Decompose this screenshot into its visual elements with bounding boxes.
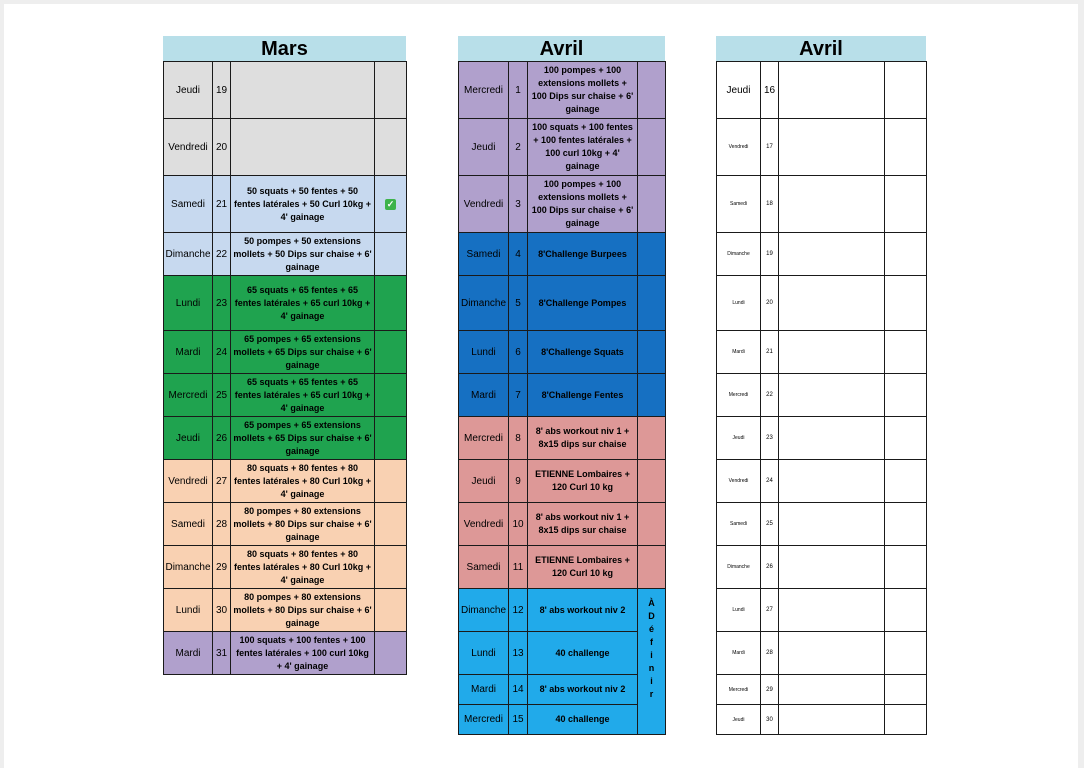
a-definir-letter: i [650, 650, 653, 660]
day-name-cell[interactable]: Mardi [717, 632, 761, 675]
done-cell[interactable] [375, 632, 407, 675]
activity-cell[interactable] [779, 176, 885, 233]
check-mark-icon: ✓ [386, 198, 395, 209]
day-name-cell[interactable]: Samedi [459, 233, 509, 276]
calendar-row [459, 62, 666, 119]
a-definir-letter: D [648, 611, 655, 621]
calendar-row [459, 632, 666, 675]
calendar-row [717, 675, 927, 705]
calendar-row [459, 589, 666, 632]
calendar-row [164, 62, 407, 119]
day-name-cell[interactable]: Lundi [717, 589, 761, 632]
day-name-cell[interactable]: Vendredi [164, 460, 213, 503]
activity-cell[interactable]: 80 squats + 80 fentes + 80 fentes latérales + 80 Curl 10kg + 4' gainage [231, 546, 375, 589]
calendar-row [164, 374, 407, 417]
done-cell[interactable] [375, 417, 407, 460]
day-number-cell[interactable]: 23 [213, 276, 231, 331]
done-cell[interactable] [885, 176, 927, 233]
day-name-cell[interactable]: Dimanche [459, 276, 509, 331]
activity-cell[interactable]: 100 pompes + 100 extensions mollets + 100 Dips sur chaise + 6' gainage [528, 62, 638, 119]
day-number-cell[interactable]: 22 [213, 233, 231, 276]
day-number-cell[interactable]: 8 [509, 417, 528, 460]
day-name-cell[interactable]: Mercredi [164, 374, 213, 417]
day-number-cell[interactable]: 19 [213, 62, 231, 119]
activity-cell[interactable]: 65 pompes + 65 extensions mollets + 65 Dips sur chaise + 6' gainage [231, 331, 375, 374]
a-definir-letter: À [648, 598, 655, 608]
day-name-cell[interactable]: Jeudi [164, 417, 213, 460]
done-cell[interactable] [638, 276, 666, 331]
day-number-cell[interactable]: 14 [509, 675, 528, 705]
day-name-cell[interactable]: Jeudi [717, 62, 761, 119]
day-name-cell[interactable]: Mercredi [717, 675, 761, 705]
day-number-cell[interactable]: 5 [509, 276, 528, 331]
done-cell[interactable] [885, 276, 927, 331]
activity-cell[interactable]: 100 pompes + 100 extensions mollets + 100 Dips sur chaise + 6' gainage [528, 176, 638, 233]
calendar-row [717, 503, 927, 546]
activity-cell[interactable]: 8' abs workout niv 2 [528, 675, 638, 705]
day-name-cell[interactable]: Lundi [164, 276, 213, 331]
calendar-avril-1 [458, 36, 665, 735]
day-number-cell[interactable]: 4 [509, 233, 528, 276]
done-cell[interactable] [638, 374, 666, 417]
activity-cell[interactable]: 65 squats + 65 fentes + 65 fentes latérales + 65 curl 10kg + 4' gainage [231, 276, 375, 331]
day-number-cell[interactable]: 20 [213, 119, 231, 176]
day-number-cell[interactable]: 20 [761, 276, 779, 331]
day-name-cell[interactable]: Mardi [164, 331, 213, 374]
day-number-cell[interactable]: 12 [509, 589, 528, 632]
calendar-row [717, 632, 927, 675]
day-number-cell[interactable]: 29 [761, 675, 779, 705]
activity-cell[interactable]: 40 challenge [528, 705, 638, 735]
day-name-cell[interactable]: Vendredi [164, 119, 213, 176]
activity-cell[interactable]: 100 squats + 100 fentes + 100 fentes latérales + 100 curl 10kg + 4' gainage [528, 119, 638, 176]
day-name-cell[interactable]: Mercredi [459, 417, 509, 460]
day-number-cell[interactable]: 25 [213, 374, 231, 417]
day-number-cell[interactable]: 27 [761, 589, 779, 632]
calendar-row [459, 374, 666, 417]
day-number-cell[interactable]: 15 [509, 705, 528, 735]
calendar-row [164, 176, 407, 233]
day-name-cell[interactable]: Mercredi [717, 374, 761, 417]
calendar-table [163, 61, 407, 675]
calendar-title: Avril [458, 36, 665, 61]
activity-cell[interactable] [779, 546, 885, 589]
day-name-cell[interactable]: Dimanche [164, 546, 213, 589]
day-name-cell[interactable]: Dimanche [459, 589, 509, 632]
day-number-cell[interactable]: 26 [761, 546, 779, 589]
day-number-cell[interactable]: 29 [213, 546, 231, 589]
calendar-row [164, 460, 407, 503]
done-cell[interactable] [375, 119, 407, 176]
calendar-row [164, 632, 407, 675]
day-number-cell[interactable]: 19 [761, 233, 779, 276]
calendar-row [164, 589, 407, 632]
day-name-cell[interactable]: Mercredi [459, 62, 509, 119]
day-name-cell[interactable]: Mercredi [459, 705, 509, 735]
calendar-row [459, 546, 666, 589]
calendar-row [717, 276, 927, 331]
done-cell[interactable] [885, 62, 927, 119]
activity-cell[interactable]: 80 squats + 80 fentes + 80 fentes latérales + 80 Curl 10kg + 4' gainage [231, 460, 375, 503]
activity-cell[interactable] [231, 62, 375, 119]
done-cell[interactable] [638, 176, 666, 233]
day-number-cell[interactable]: 7 [509, 374, 528, 417]
activity-cell[interactable]: 50 squats + 50 fentes + 50 fentes latérales + 50 Curl 10kg + 4' gainage [231, 176, 375, 233]
done-cell[interactable] [375, 374, 407, 417]
done-cell[interactable] [638, 460, 666, 503]
calendar-row [717, 460, 927, 503]
day-number-cell[interactable]: 1 [509, 62, 528, 119]
day-name-cell[interactable]: Jeudi [717, 705, 761, 735]
day-number-cell[interactable]: 16 [761, 62, 779, 119]
a-definir-letter: f [650, 637, 653, 647]
calendar-row [459, 331, 666, 374]
activity-cell[interactable]: 50 pompes + 50 extensions mollets + 50 Dips sur chaise + 6' gainage [231, 233, 375, 276]
activity-cell[interactable] [779, 460, 885, 503]
done-cell[interactable] [375, 276, 407, 331]
activity-cell[interactable]: 80 pompes + 80 extensions mollets + 80 Dips sur chaise + 6' gainage [231, 589, 375, 632]
day-number-cell[interactable]: 9 [509, 460, 528, 503]
a-definir-note [638, 589, 666, 735]
day-number-cell[interactable]: 24 [213, 331, 231, 374]
calendar-row [459, 460, 666, 503]
day-name-cell[interactable]: Samedi [717, 503, 761, 546]
done-cell[interactable] [885, 119, 927, 176]
done-cell[interactable] [375, 503, 407, 546]
done-cell[interactable] [885, 546, 927, 589]
calendar-row [164, 119, 407, 176]
day-number-cell[interactable]: 21 [761, 331, 779, 374]
day-name-cell[interactable]: Samedi [164, 176, 213, 233]
calendar-row [717, 589, 927, 632]
a-definir-letter: r [649, 689, 654, 699]
done-cell[interactable] [375, 460, 407, 503]
a-definir-letter: é [648, 624, 654, 634]
calendar-title: Mars [163, 36, 406, 61]
day-number-cell[interactable]: 28 [761, 632, 779, 675]
done-cell[interactable] [375, 331, 407, 374]
calendar-row [717, 62, 927, 119]
calendar-row [459, 417, 666, 460]
day-number-cell[interactable]: 13 [509, 632, 528, 675]
day-name-cell[interactable]: Vendredi [717, 460, 761, 503]
activity-cell[interactable] [779, 705, 885, 735]
calendar-row [459, 233, 666, 276]
day-number-cell[interactable]: 25 [761, 503, 779, 546]
day-name-cell[interactable]: Mardi [717, 331, 761, 374]
done-cell[interactable] [885, 331, 927, 374]
calendar-row [459, 276, 666, 331]
calendar-row [459, 119, 666, 176]
day-name-cell[interactable]: Vendredi [717, 119, 761, 176]
activity-cell[interactable]: 8'Challenge Fentes [528, 374, 638, 417]
day-number-cell[interactable]: 30 [213, 589, 231, 632]
activity-cell[interactable]: 40 challenge [528, 632, 638, 675]
done-cell[interactable] [638, 233, 666, 276]
day-name-cell[interactable]: Samedi [459, 546, 509, 589]
calendar-row [717, 233, 927, 276]
activity-cell[interactable] [779, 503, 885, 546]
activity-cell[interactable] [779, 62, 885, 119]
done-cell[interactable] [638, 331, 666, 374]
day-name-cell[interactable]: Vendredi [459, 503, 509, 546]
day-name-cell[interactable]: Lundi [459, 632, 509, 675]
activity-cell[interactable] [779, 589, 885, 632]
activity-cell[interactable] [779, 417, 885, 460]
day-number-cell[interactable]: 21 [213, 176, 231, 233]
calendar-row [717, 546, 927, 589]
day-number-cell[interactable]: 18 [761, 176, 779, 233]
calendar-row [459, 705, 666, 735]
activity-cell[interactable]: 8' abs workout niv 2 [528, 589, 638, 632]
activity-cell[interactable]: ETIENNE Lombaires + 120 Curl 10 kg [528, 546, 638, 589]
calendar-row [459, 503, 666, 546]
done-cell[interactable] [885, 589, 927, 632]
calendar-mars [163, 36, 406, 675]
day-name-cell[interactable]: Jeudi [164, 62, 213, 119]
calendar-title: Avril [716, 36, 926, 61]
done-cell[interactable] [885, 460, 927, 503]
day-name-cell[interactable]: Jeudi [459, 460, 509, 503]
done-cell[interactable] [375, 62, 407, 119]
done-cell[interactable] [375, 233, 407, 276]
done-cell[interactable] [638, 546, 666, 589]
day-name-cell[interactable]: Dimanche [164, 233, 213, 276]
activity-cell[interactable] [779, 276, 885, 331]
calendar-row [164, 233, 407, 276]
activity-cell[interactable]: 8' abs workout niv 1 + 8x15 dips sur chaise [528, 503, 638, 546]
calendar-row [164, 331, 407, 374]
day-name-cell[interactable]: Vendredi [459, 176, 509, 233]
day-name-cell[interactable]: Dimanche [717, 546, 761, 589]
calendar-row [164, 276, 407, 331]
activity-cell[interactable] [779, 374, 885, 417]
activity-cell[interactable]: 80 pompes + 80 extensions mollets + 80 Dips sur chaise + 6' gainage [231, 503, 375, 546]
day-name-cell[interactable]: Dimanche [717, 233, 761, 276]
day-number-cell[interactable]: 23 [761, 417, 779, 460]
activity-cell[interactable]: 8'Challenge Pompes [528, 276, 638, 331]
calendar-row [164, 546, 407, 589]
calendar-row [459, 675, 666, 705]
day-number-cell[interactable]: 10 [509, 503, 528, 546]
calendar-table [716, 61, 927, 735]
day-number-cell[interactable]: 11 [509, 546, 528, 589]
activity-cell[interactable] [779, 233, 885, 276]
day-name-cell[interactable]: Lundi [164, 589, 213, 632]
day-name-cell[interactable]: Mardi [459, 374, 509, 417]
done-cell[interactable] [885, 503, 927, 546]
calendar-row [459, 176, 666, 233]
done-cell[interactable] [885, 675, 927, 705]
day-name-cell[interactable]: Lundi [459, 331, 509, 374]
activity-cell[interactable] [779, 331, 885, 374]
day-number-cell[interactable]: 31 [213, 632, 231, 675]
day-name-cell[interactable]: Mardi [164, 632, 213, 675]
calendar-row [717, 176, 927, 233]
activity-cell[interactable] [231, 119, 375, 176]
done-cell[interactable] [885, 233, 927, 276]
calendar-row [717, 331, 927, 374]
day-name-cell[interactable]: Jeudi [717, 417, 761, 460]
day-name-cell[interactable]: Mardi [459, 675, 509, 705]
day-number-cell[interactable]: 2 [509, 119, 528, 176]
calendar-row [717, 417, 927, 460]
day-number-cell[interactable]: 26 [213, 417, 231, 460]
done-cell[interactable] [885, 705, 927, 735]
done-cell[interactable] [885, 374, 927, 417]
calendar-row [164, 417, 407, 460]
day-number-cell[interactable]: 22 [761, 374, 779, 417]
done-cell[interactable] [638, 417, 666, 460]
done-cell[interactable] [638, 62, 666, 119]
activity-cell[interactable]: 100 squats + 100 fentes + 100 fentes latérales + 100 curl 10kg + 4' gainage [231, 632, 375, 675]
a-definir-letter: i [650, 676, 653, 686]
day-number-cell[interactable]: 30 [761, 705, 779, 735]
calendar-table [458, 61, 666, 735]
day-number-cell[interactable]: 24 [761, 460, 779, 503]
done-cell[interactable] [638, 503, 666, 546]
day-name-cell[interactable]: Jeudi [459, 119, 509, 176]
done-cell[interactable] [375, 546, 407, 589]
day-number-cell[interactable]: 28 [213, 503, 231, 546]
a-definir-letter: n [648, 663, 655, 673]
calendar-row [717, 374, 927, 417]
activity-cell[interactable]: 65 pompes + 65 extensions mollets + 65 Dips sur chaise + 6' gainage [231, 417, 375, 460]
day-number-cell[interactable]: 3 [509, 176, 528, 233]
activity-cell[interactable]: ETIENNE Lombaires + 120 Curl 10 kg [528, 460, 638, 503]
done-cell[interactable] [375, 176, 407, 233]
activity-cell[interactable] [779, 632, 885, 675]
activity-cell[interactable]: 8'Challenge Burpees [528, 233, 638, 276]
day-number-cell[interactable]: 17 [761, 119, 779, 176]
calendar-row [717, 705, 927, 735]
day-number-cell[interactable]: 6 [509, 331, 528, 374]
activity-cell[interactable] [779, 119, 885, 176]
day-name-cell[interactable]: Samedi [717, 176, 761, 233]
calendar-avril-2 [716, 36, 926, 735]
done-cell[interactable] [375, 589, 407, 632]
activity-cell[interactable] [779, 675, 885, 705]
day-name-cell[interactable]: Samedi [164, 503, 213, 546]
day-number-cell[interactable]: 27 [213, 460, 231, 503]
done-cell[interactable] [638, 119, 666, 176]
done-cell[interactable] [885, 632, 927, 675]
activity-cell[interactable]: 8' abs workout niv 1 + 8x15 dips sur chaise [528, 417, 638, 460]
done-cell[interactable] [885, 417, 927, 460]
calendar-row [164, 503, 407, 546]
spreadsheet-page [4, 4, 1078, 768]
calendar-row [717, 119, 927, 176]
activity-cell[interactable]: 65 squats + 65 fentes + 65 fentes latérales + 65 curl 10kg + 4' gainage [231, 374, 375, 417]
day-name-cell[interactable]: Lundi [717, 276, 761, 331]
activity-cell[interactable]: 8'Challenge Squats [528, 331, 638, 374]
